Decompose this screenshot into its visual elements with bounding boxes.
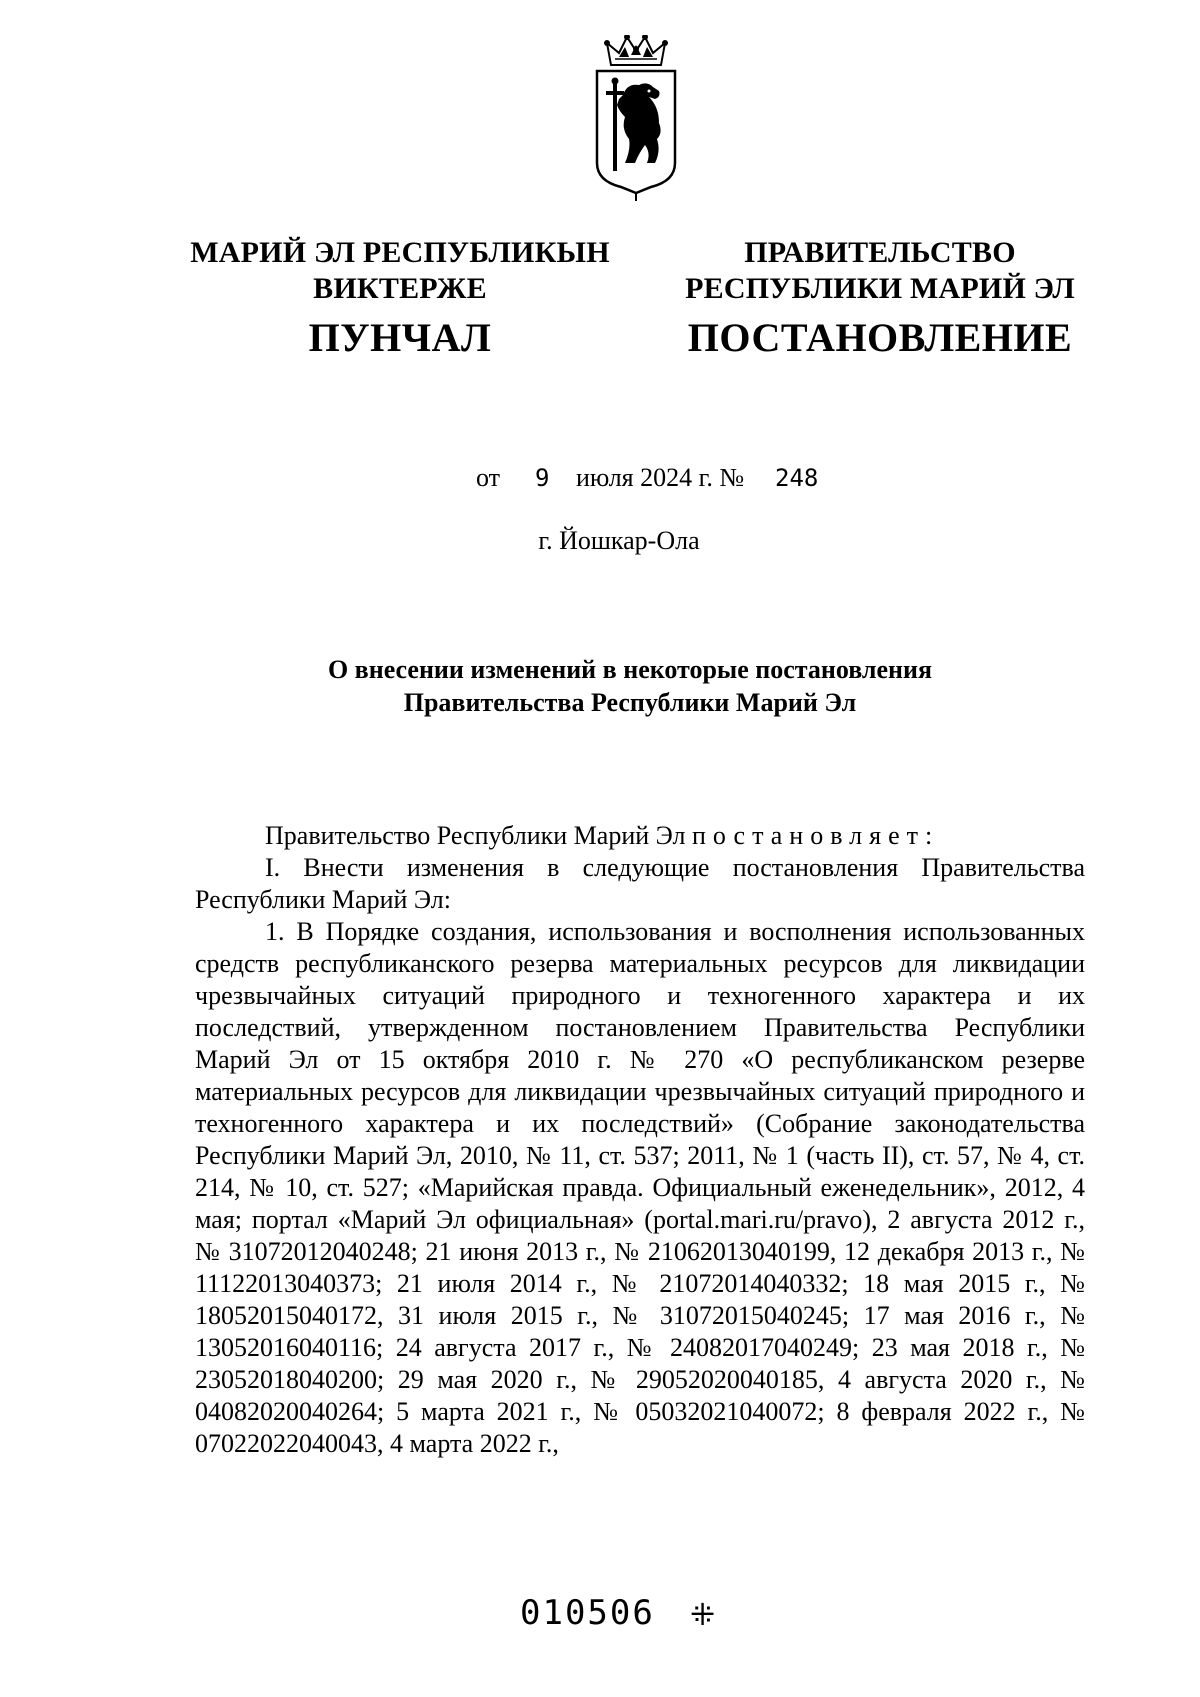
header-right-line2: РЕСПУБЛИКИ МАРИЙ ЭЛ (685, 272, 1075, 305)
intro-text: Правительство Республики Марий Эл (265, 821, 686, 850)
coat-of-arms-icon (589, 35, 683, 207)
item-1-paragraph: 1. В Порядке создания, использования и восполнения использованных средств республиканского резерва материальных ресурсов для ликвидации чрезвычайных ситуаций природного и техногенного характера и их последствий, утвержденном постановлением Правительства Республики Марий Эл от 15 октября 2010 г. № 270 «О республиканском резерве материальных ресурсов для ликвидации чрезвычайных ситуаций природного и техногенного характера и их последствий» (Собрание законодательства Республики Марий Эл, 2010, № 11, ст. 537; 2011, № 1 (часть II), ст. 57, № 4, ст. 214, № 10, ст. 527; «Марийская правда. Официальный еженедельник», 2012, 4 мая; портал «Марий Эл официальная» (portal.mari.ru/pravo), 2 августа 2012 г., № 31072012040248; 21 июня 2013 г., № 21062013040199, 12 декабря 2013 г., № 11122013040373; 21 июля 2014 г., № 21072014040332; 18 мая 2015 г., № 18052015040172, 31 июля 2015 г., № 31072015040245; 17 мая 2016 г., № 13052016040116; 24 августа 2017 г., № 24082017040249; 23 мая 2018 г., № 23052018040200; 29 мая 2020 г., № 29052020040185, 4 августа 2020 г., № 04082020040264; 5 марта 2021 г., № 05032021040072; 8 февраля 2022 г., № 07022022040043, 4 марта 2022 г., (195, 917, 1085, 1458)
date-prefix: от (476, 463, 501, 492)
header-right-title: ПОСТАНОВЛЕНИЕ (687, 315, 1073, 360)
document-number: 248 (775, 464, 819, 492)
serial-number: 010506 (520, 1593, 655, 1633)
date-rest: июля 2024 г. № (576, 463, 745, 492)
document-body (195, 820, 1085, 1460)
document-title (250, 653, 1010, 719)
title-line1: О внесении изменений в некоторые постановления (327, 655, 933, 684)
header-left-block (190, 238, 610, 358)
serial-mark-icon: ⁜ (690, 1598, 716, 1633)
city-line: г. Йошкар-Ола (538, 526, 700, 555)
header-right-line1: ПРАВИТЕЛЬСТВО (744, 236, 1016, 269)
intro-paragraph (195, 820, 1085, 852)
header-left-title: ПУНЧАЛ (308, 315, 492, 360)
date-day: 9 (535, 464, 550, 492)
header-left-line1: МАРИЙ ЭЛ РЕСПУБЛИКЫН (190, 236, 610, 269)
title-line2: Правительства Республики Марий Эл (403, 688, 857, 717)
intro-resolves: постановляет: (691, 821, 940, 850)
item-I-paragraph: I. Внести изменения в следующие постановления Правительства Республики Марий Эл: (195, 853, 1085, 914)
header-right-block (660, 238, 1100, 358)
header-left-line2: ВИКТЕРЖЕ (313, 272, 487, 305)
